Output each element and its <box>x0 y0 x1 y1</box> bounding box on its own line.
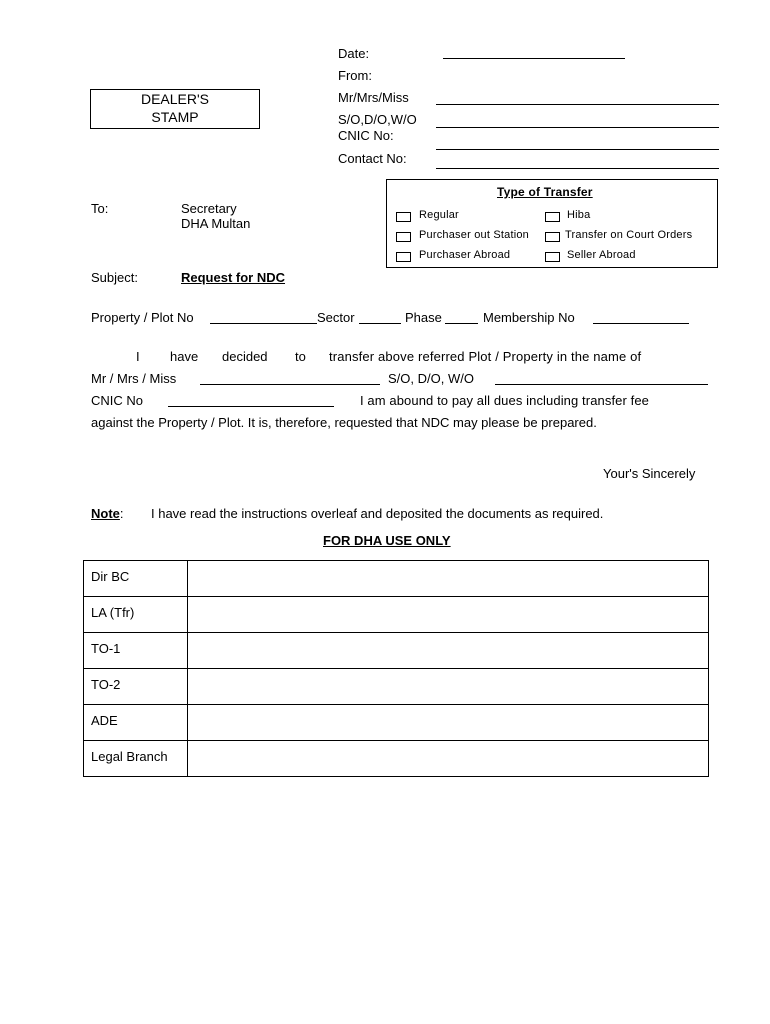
date-field[interactable] <box>443 58 625 59</box>
contact-label: Contact No: <box>338 151 407 166</box>
note-label: Note <box>91 506 120 521</box>
row-label-legal-branch: Legal Branch <box>84 741 188 777</box>
purchaser-abroad-label: Purchaser Abroad <box>419 249 511 261</box>
regular-label: Regular <box>419 209 459 221</box>
name-label: Mr/Mrs/Miss <box>338 90 409 105</box>
sector-field[interactable] <box>359 323 401 324</box>
stamp-line-2: STAMP <box>151 109 199 125</box>
table-row <box>84 669 709 705</box>
recipient-line-1: Secretary <box>181 201 237 216</box>
cnic-field[interactable] <box>436 149 719 150</box>
body-mr-label: Mr / Mrs / Miss <box>91 371 177 386</box>
relation-field[interactable] <box>436 127 719 128</box>
purchaser-out-station-label: Purchaser out Station <box>419 229 529 241</box>
row-label-to-2: TO-2 <box>84 669 188 705</box>
name-field[interactable] <box>436 104 719 105</box>
subject-text: Request for NDC <box>181 270 286 285</box>
phase-label: Phase <box>405 310 442 325</box>
row-field-to-2[interactable] <box>188 669 709 705</box>
body-line-3: against the Property / Plot. It is, therefore, requested that NDC may please be prepared. <box>91 415 597 430</box>
membership-label: Membership No <box>483 310 575 325</box>
stamp-line-1: DEALER'S <box>140 91 210 107</box>
sector-label: Sector <box>317 310 355 325</box>
row-label-ade: ADE <box>84 705 188 741</box>
subject-label: Subject: <box>91 270 138 285</box>
row-field-la-tfr[interactable] <box>188 597 709 633</box>
relation-label: S/O,D/O,W/O <box>338 112 417 127</box>
row-field-dir-bc[interactable] <box>188 561 709 597</box>
body-dues-text: I am abound to pay all dues including transfer fee <box>360 393 650 408</box>
body-name-field[interactable] <box>200 384 380 385</box>
date-label: Date: <box>338 46 370 61</box>
dha-use-table <box>83 560 709 777</box>
purchaser-abroad-checkbox[interactable] <box>396 252 411 262</box>
to-label: To: <box>91 201 109 216</box>
closing-text: Your's Sincerely <box>603 466 696 481</box>
body-word-to: to <box>295 349 306 364</box>
table-row <box>84 561 709 597</box>
membership-field[interactable] <box>593 323 689 324</box>
hiba-label: Hiba <box>567 209 591 221</box>
dealer-stamp-box <box>90 89 260 129</box>
table-row <box>84 741 709 777</box>
table-row <box>84 633 709 669</box>
seller-abroad-label: Seller Abroad <box>567 249 636 261</box>
note-text: I have read the instructions overleaf and deposited the documents as required. <box>151 506 604 521</box>
note-colon: : <box>119 506 124 521</box>
body-line-1: transfer above referred Plot / Property in the name of <box>329 349 642 364</box>
cnic-label: CNIC No: <box>338 128 394 143</box>
body-so-label: S/O, D/O, W/O <box>388 371 474 386</box>
contact-field[interactable] <box>436 168 719 169</box>
plot-no-field[interactable] <box>210 323 317 324</box>
transfer-type-title: Type of Transfer <box>497 185 593 199</box>
seller-abroad-checkbox[interactable] <box>545 252 560 262</box>
body-relation-field[interactable] <box>495 384 708 385</box>
row-label-la-tfr: LA (Tfr) <box>84 597 188 633</box>
phase-field[interactable] <box>445 323 478 324</box>
row-label-dir-bc: Dir BC <box>84 561 188 597</box>
transfer-type-box <box>386 179 718 268</box>
row-field-to-1[interactable] <box>188 633 709 669</box>
body-word-have: have <box>170 349 199 364</box>
purchaser-out-station-checkbox[interactable] <box>396 232 411 242</box>
body-word-decided: decided <box>222 349 268 364</box>
body-word-i: I <box>136 349 140 364</box>
row-field-ade[interactable] <box>188 705 709 741</box>
court-orders-checkbox[interactable] <box>545 232 560 242</box>
from-label: From: <box>338 68 372 83</box>
regular-checkbox[interactable] <box>396 212 411 222</box>
hiba-checkbox[interactable] <box>545 212 560 222</box>
table-row <box>84 597 709 633</box>
recipient-line-2: DHA Multan <box>181 216 251 231</box>
body-cnic-label: CNIC No <box>91 393 144 408</box>
dha-use-title: FOR DHA USE ONLY <box>323 533 451 548</box>
table-row <box>84 705 709 741</box>
body-cnic-field[interactable] <box>168 406 334 407</box>
court-orders-label: Transfer on Court Orders <box>565 229 693 241</box>
row-field-legal-branch[interactable] <box>188 741 709 777</box>
row-label-to-1: TO-1 <box>84 633 188 669</box>
plot-no-label: Property / Plot No <box>91 310 194 325</box>
note-heading <box>91 506 124 521</box>
